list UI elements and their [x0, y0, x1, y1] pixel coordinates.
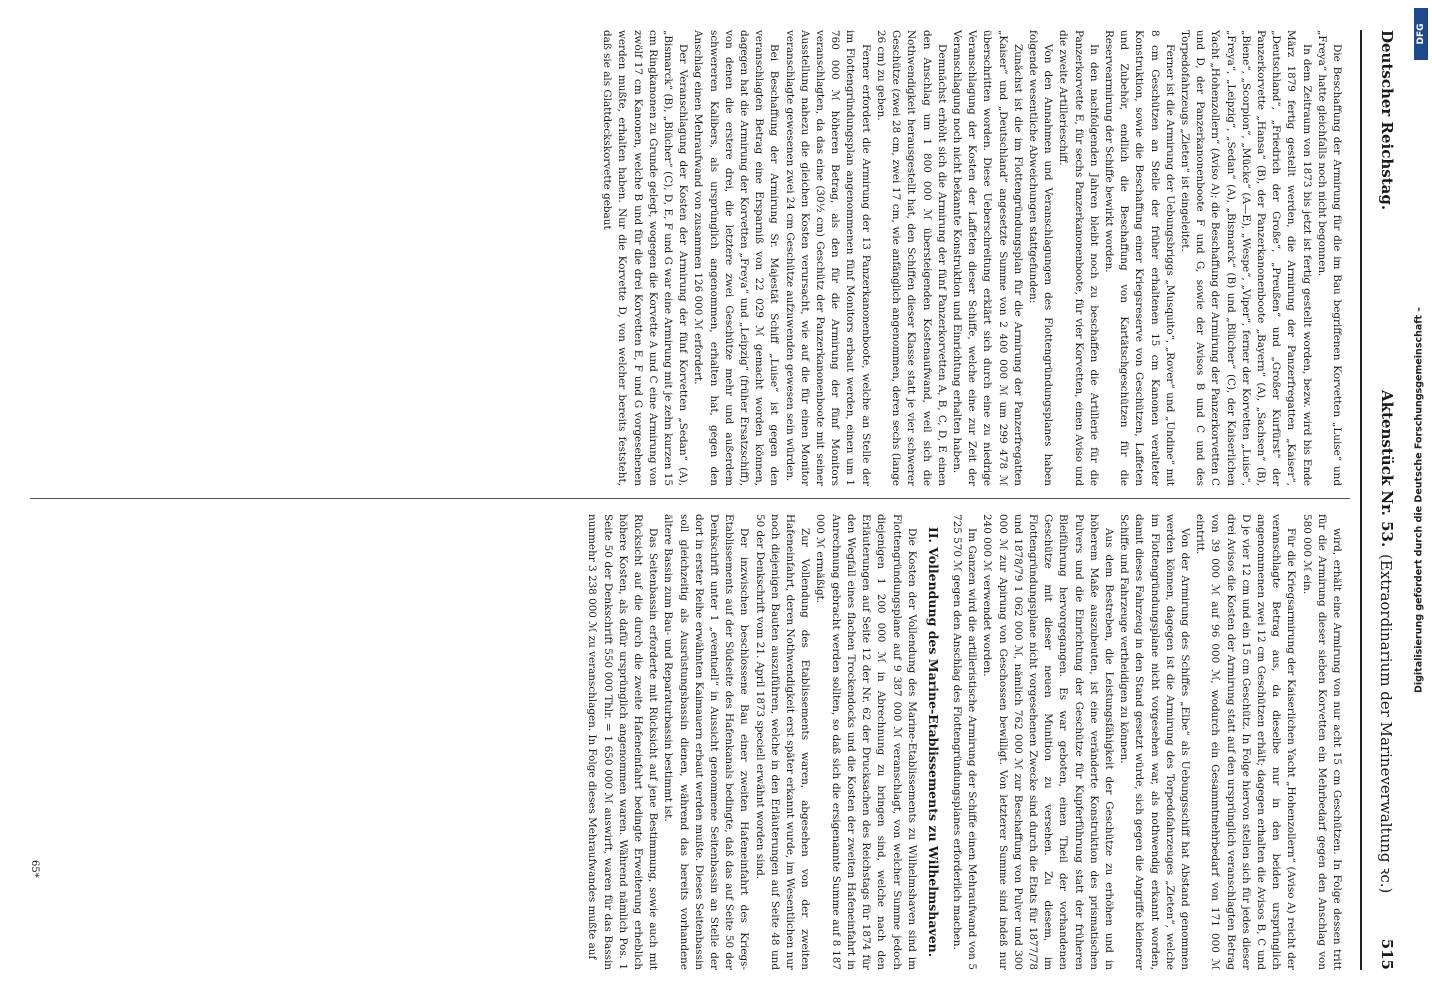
paragraph: Der Veranschlagung der Kosten der Armirung der fünf Korvetten „Sedan“ (A), „Bismarck“ (B), „Blücher“ (C), D, E, F und G war eine Armirung mit je zehn kurzen 15 cm Ringkanonen zu Grunde gelegt, wogegen die Korvette A und C eine Armirung von zwölf 17 cm Kanonen, welche B und für die drei Korvetten E, F und G vorgesehenen werden mußte, erhalten haben. Nur die Korvette D, von welcher bereits feststeht, daß sie als Glattdeckskorvette gebaut	[601, 30, 690, 486]
dfg-logo-text: DFG	[1416, 23, 1426, 45]
paragraph: Zur Vollendung des Etablissements waren, abgesehen von der zweiten Hafeneinfahrt, deren Nothwendigkeit erst später erkannt wurde, im Wesentlichen nur noch diejenigen Bauten auszuführen, welche in den Erläuterungen auf Seite 48 und 50 der Denkschrift vom 21. April 1873 speciell erwähnt worden sind.	[753, 514, 812, 970]
paragraph: Von der Armirung des Schiffes „Elbe“ als Uebungsschiff hat Abstand genommen werden können, dagegen ist die Armirung des Torpedofahrzeuges „Zieten“, welche im Flottengründungsplane nicht vorgesehen war, als nothwendig erkannt worden, damit dieses Fahrzeug in den Stand gesetzt würde, sich gegen die Angriffe kleinerer Schiffe und Fahrzeuge vertheidigen zu können.	[1118, 514, 1191, 970]
digitization-credit-text: Digitalisierung gefördert durch die Deutsche Forschungsgemeinschaft –	[1413, 306, 1425, 694]
paragraph: In dem Zeitraum von 1873 bis jetzt ist fertig gestellt worden, bezw. wird bis Ende März 1879 fertig gestellt werden, die Armirung der Panzerfregatten „Kaiser“, „Deutschland“, „Friedrich der Große“, „Preußen“ und „Großer Kurfürst“ der Panzerkorvette „Hansa“ (B), der Panzerkanonenboote „Bayern“ (A), „Sachsen“ (B), „Biene“, „Scorpion“, „Mücke“ (A—E), „Wespe“, „Viper“, ferner der Korvetten „Luise“, „Freya“, „Leipzig“, „Sedan“ (A), „Bismarck“ (B) und „Blücher“ (C), der Kaiserlichen Yacht „Hohenzollern“ (Aviso A); die Beschaffung der Armirung der Panzerkorvetten C und D, der Panzerkanonenboote F und G, sowie der Avisos B und C und des Torpedofahrzeugs „Zieten“ ist eingeleitet.	[1178, 30, 1313, 486]
paragraph: Bei Beschaffung der Armirung Sr. Majestät Schiff „Luise“ ist gegen den veranschlagten Betrag eine Ersparniß von 22 029 ℳ gemacht worden können, dagegen hat die Armirung der Korvetten „Freya“ und „Leipzig“ (früher Ersatzschiff), von denen die erstere drei, die letztere zwei Geschütze mehr und außerdem schwereren Kalibers, als ursprünglich angenommen, erhalten hat, gegen den Anschlag einen Mehraufwand von zusammen 126 000 ℳ erfordert.	[692, 30, 781, 486]
paragraph: Für die Kriegsarmirung der Kaiserlichen Yacht „Hohenzollern“ (Aviso A) reicht der veranschlagte Betrag aus, da dieselbe nur in den beiden ursprünglich angenommenen zwei 12 cm Geschützen erhält; dagegen erhalten die Avisos B, C und D je vier 12 cm und ein 15 cm Geschütz. In Folge hiervon stellen sich für jedes dieser drei Avisos die Kosten der Armirung statt auf den ursprünglich veranschlagten Betrag von 39 000 ℳ auf 96 000 ℳ, wodurch ein Gesammtmehrbedarf von 171 000 ℳ eintritt.	[1194, 514, 1298, 970]
signature-mark: 65*	[29, 860, 40, 878]
right-column	[44, 514, 1344, 970]
page-header	[1372, 30, 1398, 970]
paragraph: Ferner erfordert die Armirung der 13 Panzerkanonenboote, welche an Stelle der im Flottengründungsplan angenommenen fünf Monitors erbaut werden, einen um 1 760 000 ℳ höheren Betrag, als den für die Armirung der fünf Monitors veranschlagten, da das eine (30½ cm) Geschütz der Panzerkanonenboote mit seiner Ausstellung nahezu die gleichen Kosten verursacht, wie auf die für einen Monitor veranschlagte gewesenen zwei 24 cm Geschütze aufzuwenden gewesen sein würden.	[783, 30, 872, 486]
running-title: Deutscher Reichstag.	[1378, 30, 1396, 211]
paragraph: Das Seitenbassin erforderte mit Rücksicht auf jene Bestimmung, sowie auch mit Rücksicht auf die durch die zweite Hafeneinfahrt bedingte Erweiterung erheblich höhere Kosten, als dafür ursprünglich angenommen waren. Während nämlich Pos. 1 Seite 50 der Denkschrift 550 000 Thlr. = 1 650 000 ℳ auswirft, waren für das Bassin nunmehr 3 238 000 ℳ zu veranschlagen. In Folge dieses Mehraufwandes mußte auf	[586, 514, 660, 970]
paragraph: Aus dem Bestreben, die Leistungsfähigkeit der Geschütze zu erhöhen und in höherem Maße auszubeuten, ist eine veränderte Konstruktion des prismatischen Pulvers und die Einrichtung der Geschütze für Kupferführung statt der früheren Bleiführung hervorgegangen. Es war geboten, einen Theil der vorhandenen Geschütze mit dieser neuen Munition zu versehen. Zu diesem, im Flottengründungsplane nicht vorgesehenen Zwecke sind durch die Etats für 1877/78 und 1878/79 1 062 000 ℳ, nämlich 762 000 ℳ zur Beschaffung von Pulver und 300 000 ℳ zur Apirung von Geschossen bewilligt. Von letzterer Summe sind indeß nur 240 000 ℳ verwendet worden.	[981, 514, 1115, 970]
column-divider	[30, 498, 1350, 499]
paragraph: Im Ganzen wird die artilleristische Armirung der Schiffe einen Mehraufwand von 5 725 570 ℳ gegen den Anschlag des Flottengründungsplanes erforderlich machen.	[950, 514, 979, 970]
paragraph: Zunächst ist die im Flottengründungsplan für die Armirung der Panzerfregatten „Kaiser“ und „Deutschland“ angesetzte Summe von 2 400 000 ℳ um 299 478 ℳ überschritten worden. Diese Ueberschreitung erklärt sich durch eine zu niedrige Veranschlagung der Kosten der Laffeten dieser Schiffe, welche eine zur Zeit der Veranschlagung noch nicht bekannte Konstruktion und Einrichtung erhalten haben.	[950, 30, 1024, 486]
paragraph: Der inzwischen beschlossene Bau einer zweiten Hafeneinfahrt des Kriegs-Etablissements auf der Südseite des Hafenkanals bedingte, daß das auf Seite 50 der Denkschrift unter 1 „eventuell“ in Aussicht genommene Seitenbassin an Stelle der dort in erster Reihe erwähnten Kaimauern erbaut werden mußte. Dieses Seitenbassin soll gleichzeitig als Ausrüstungsbassin dienen, während das bereits vorhandene ältere Bassin zum Bau- und Reparaturbassin bestimmt ist.	[662, 514, 751, 970]
section-heading: II. Vollendung des Marine-Etablissements zu Wilhelmshaven.	[925, 526, 941, 958]
paragraph: Ferner ist die Armirung der Uebungsbriggs „Musquito“, „Rover“ und „Undine“ mit 8 cm Geschützen an Stelle der früher erhaltenen 15 cm Kanonen veralteter Konstruktion, sowie die Beschaffung einer Kriegsreserve von Geschützen, Laffeten und Zubehör, endlich die Beschaffung von Kartätschgeschützen für die Reservearmirung der Schiffe bewirkt worden.	[1102, 30, 1176, 486]
paragraph: Die Kosten der Vollendung des Marine-Etablissements zu Wilhelmshaven sind im Flottengründungsplane auf 9 387 000 ℳ veranschlagt, von welcher Summe jedoch diejenigen 1 200 000 ℳ in Abrechnung zu bringen sind, welche nach den Erläuterungen auf Seite 12 der Nr. 62 der Drucksachen des Reichstags für 1874 für den Wegfall eines flachen Trockendocks und die Kosten der zweiten Hafeneinfahrt in Anrechnung gebracht werden sollten, so daß sich die ersigenannte Summe auf 8 187 000 ℳ ermäßigt.	[814, 514, 918, 970]
header-rule	[1360, 30, 1362, 970]
page-number: 515	[1378, 938, 1396, 970]
paragraph: In den nachfolgenden Jahren bleibt noch zu beschaffen die Artillerie für die Panzerkorvette E, für sechs Panzerkanonenboote, für vier Korvetten, einen Aviso und die zweite Artillerieschiff.	[1057, 30, 1100, 486]
paragraph: wird, erhält eine Armirung von nur acht 15 cm Geschützen. In Folge dessen tritt für die Armirung dieser sieben Korvetten ein Mehrbedarf gegen den Anschlag von 580 000 ℳ ein.	[1300, 514, 1343, 970]
paragraph: Die Beschaffung der Armirung für die im Bau begriffenen Korvetten „Luise“ und „Freya“ hatte gleichfalls noch nicht begonnen.	[1315, 30, 1343, 486]
digitization-credit	[1408, 10, 1430, 990]
paragraph: Von den Annahmen und Veranschlagungen des Flottengründungsplanes haben folgende wesentliche Abweichungen stattgefunden:	[1026, 30, 1055, 486]
document-number: Aktenstück Nr. 53.	[1378, 390, 1396, 548]
section-subtitle: (Extraordinarium der Marineverwaltung ꝛc.)	[1377, 554, 1395, 894]
paragraph: Demnächst erhöht sich die Armirung der fünf Panzerkorvetten A, B, C, D, E einen den Anschlag um 1 800 000 ℳ übersteigenden Kostenaufwand, weil sich die Nothwendigkeit herausgestellt hat, den Schiffen dieser Klasse statt je vier schwerer Geschütze (zwei 28 cm, zwei 17 cm, wie anfänglich angenommen, deren sechs (lange 26 cm) zu geben.	[874, 30, 948, 486]
left-column	[44, 30, 1344, 486]
